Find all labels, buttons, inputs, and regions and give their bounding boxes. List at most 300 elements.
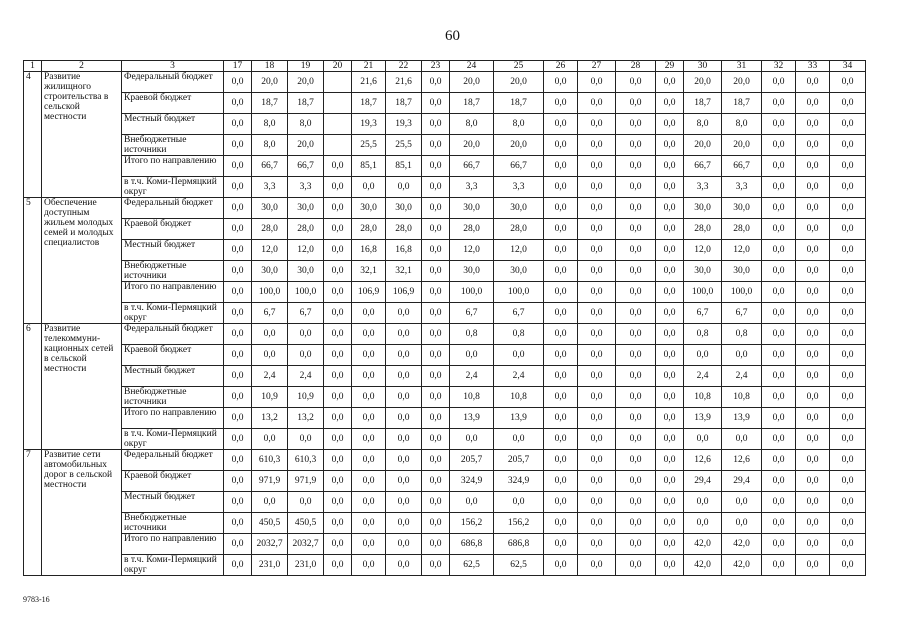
value-cell: 0,0 [494, 345, 544, 366]
value-cell: 32,1 [352, 261, 386, 282]
value-cell: 0,0 [324, 345, 352, 366]
value-cell: 0,0 [288, 324, 324, 345]
value-cell: 0,0 [762, 471, 796, 492]
value-cell: 28,0 [494, 219, 544, 240]
value-cell: 0,0 [352, 492, 386, 513]
value-cell: 100,0 [722, 282, 762, 303]
value-cell: 0,0 [656, 177, 684, 198]
value-cell: 0,0 [422, 471, 450, 492]
value-cell: 0,0 [796, 408, 830, 429]
value-cell: 0,0 [722, 429, 762, 450]
value-cell: 0,0 [796, 303, 830, 324]
value-cell: 0,0 [352, 555, 386, 576]
value-cell: 10,8 [494, 387, 544, 408]
value-cell: 0,0 [386, 387, 422, 408]
value-cell: 0,0 [324, 219, 352, 240]
value-cell [324, 135, 352, 156]
value-cell: 28,0 [288, 219, 324, 240]
value-cell: 18,7 [252, 93, 288, 114]
value-cell: 0,0 [684, 492, 722, 513]
value-cell: 3,3 [722, 177, 762, 198]
value-cell: 106,9 [352, 282, 386, 303]
value-cell: 0,0 [224, 492, 252, 513]
value-cell: 19,3 [352, 114, 386, 135]
value-cell: 0,0 [616, 450, 656, 471]
value-cell: 0,0 [796, 177, 830, 198]
value-cell: 610,3 [252, 450, 288, 471]
table-row [24, 345, 866, 366]
value-cell: 42,0 [684, 534, 722, 555]
value-cell: 0,0 [544, 135, 578, 156]
value-cell: 231,0 [252, 555, 288, 576]
value-cell: 0,0 [386, 534, 422, 555]
funding-source: в т.ч. Коми-Пермяцкий округ [122, 555, 224, 576]
value-cell: 0,0 [830, 555, 866, 576]
value-cell: 0,0 [656, 492, 684, 513]
value-cell: 0,0 [224, 198, 252, 219]
value-cell: 0,0 [830, 345, 866, 366]
value-cell: 66,7 [684, 156, 722, 177]
value-cell: 0,0 [684, 513, 722, 534]
value-cell: 0,0 [224, 135, 252, 156]
value-cell: 0,0 [352, 177, 386, 198]
funding-source: Итого по направлению [122, 534, 224, 555]
value-cell: 8,0 [684, 114, 722, 135]
value-cell: 18,7 [684, 93, 722, 114]
value-cell: 0,0 [224, 471, 252, 492]
value-cell: 0,0 [830, 429, 866, 450]
value-cell: 0,0 [762, 282, 796, 303]
value-cell: 0,0 [616, 261, 656, 282]
value-cell: 8,0 [450, 114, 494, 135]
value-cell: 0,0 [830, 93, 866, 114]
table-row [24, 156, 866, 177]
value-cell: 0,0 [578, 534, 616, 555]
value-cell: 0,0 [450, 429, 494, 450]
value-cell: 0,0 [544, 114, 578, 135]
value-cell: 0,0 [578, 324, 616, 345]
value-cell: 0,0 [762, 303, 796, 324]
value-cell: 66,7 [722, 156, 762, 177]
value-cell: 0,0 [830, 240, 866, 261]
value-cell: 0,0 [324, 450, 352, 471]
value-cell: 0,0 [224, 345, 252, 366]
funding-source: Краевой бюджет [122, 93, 224, 114]
value-cell: 100,0 [494, 282, 544, 303]
value-cell: 0,0 [544, 366, 578, 387]
value-cell: 0,0 [224, 429, 252, 450]
value-cell: 0,0 [578, 198, 616, 219]
column-header: 31 [722, 61, 762, 72]
value-cell: 0,8 [684, 324, 722, 345]
value-cell: 0,0 [578, 219, 616, 240]
value-cell: 0,0 [288, 345, 324, 366]
value-cell: 0,0 [578, 114, 616, 135]
value-cell: 0,0 [796, 450, 830, 471]
value-cell: 0,0 [578, 450, 616, 471]
value-cell: 0,0 [616, 555, 656, 576]
value-cell: 0,0 [656, 303, 684, 324]
table-row [24, 387, 866, 408]
footer-code: 9783-16 [23, 595, 50, 604]
value-cell: 30,0 [288, 261, 324, 282]
value-cell: 0,0 [616, 198, 656, 219]
value-cell: 0,0 [656, 261, 684, 282]
value-cell: 20,0 [684, 72, 722, 93]
value-cell: 8,0 [722, 114, 762, 135]
funding-source: Федеральный бюджет [122, 198, 224, 219]
value-cell: 0,0 [544, 513, 578, 534]
value-cell: 12,0 [684, 240, 722, 261]
value-cell: 0,0 [616, 282, 656, 303]
value-cell: 12,0 [722, 240, 762, 261]
value-cell: 0,0 [578, 135, 616, 156]
value-cell: 450,5 [252, 513, 288, 534]
funding-source: Внебюджетные источники [122, 135, 224, 156]
value-cell: 0,0 [422, 261, 450, 282]
value-cell: 0,0 [544, 177, 578, 198]
value-cell: 0,0 [422, 156, 450, 177]
value-cell: 20,0 [722, 72, 762, 93]
header-row [24, 61, 866, 72]
value-cell: 156,2 [494, 513, 544, 534]
value-cell: 0,0 [422, 366, 450, 387]
value-cell: 0,0 [796, 240, 830, 261]
table-row [24, 114, 866, 135]
value-cell: 0,0 [224, 366, 252, 387]
column-header: 34 [830, 61, 866, 72]
value-cell: 0,0 [762, 93, 796, 114]
value-cell: 20,0 [722, 135, 762, 156]
value-cell: 0,0 [796, 219, 830, 240]
value-cell: 18,7 [288, 93, 324, 114]
value-cell: 0,0 [324, 324, 352, 345]
value-cell: 6,7 [722, 303, 762, 324]
value-cell: 0,0 [762, 450, 796, 471]
value-cell: 610,3 [288, 450, 324, 471]
value-cell: 3,3 [252, 177, 288, 198]
value-cell: 0,0 [224, 324, 252, 345]
value-cell: 0,0 [656, 450, 684, 471]
value-cell: 0,0 [224, 156, 252, 177]
value-cell: 0,0 [422, 282, 450, 303]
value-cell: 0,0 [422, 534, 450, 555]
funding-source: в т.ч. Коми-Пермяцкий округ [122, 177, 224, 198]
funding-source: Местный бюджет [122, 114, 224, 135]
value-cell: 42,0 [684, 555, 722, 576]
value-cell: 0,0 [224, 240, 252, 261]
value-cell: 0,0 [494, 492, 544, 513]
value-cell: 0,0 [224, 408, 252, 429]
value-cell: 0,0 [324, 513, 352, 534]
direction-name: Развитие сети автомобильных дорог в сельской местности [42, 450, 122, 576]
value-cell: 0,0 [324, 366, 352, 387]
value-cell: 3,3 [450, 177, 494, 198]
value-cell: 30,0 [386, 198, 422, 219]
value-cell: 0,0 [578, 72, 616, 93]
value-cell: 0,0 [830, 219, 866, 240]
value-cell: 0,0 [450, 492, 494, 513]
value-cell: 0,0 [762, 114, 796, 135]
value-cell: 0,0 [656, 429, 684, 450]
value-cell: 0,0 [224, 282, 252, 303]
value-cell: 0,0 [762, 429, 796, 450]
funding-source: Краевой бюджет [122, 345, 224, 366]
value-cell: 0,0 [450, 345, 494, 366]
value-cell: 0,0 [422, 240, 450, 261]
value-cell: 0,0 [352, 387, 386, 408]
value-cell: 21,6 [352, 72, 386, 93]
value-cell: 0,0 [422, 72, 450, 93]
value-cell: 0,0 [544, 534, 578, 555]
value-cell: 0,0 [656, 387, 684, 408]
value-cell: 0,0 [830, 156, 866, 177]
value-cell: 28,0 [352, 219, 386, 240]
value-cell: 0,0 [796, 114, 830, 135]
value-cell: 20,0 [288, 135, 324, 156]
value-cell: 0,0 [616, 366, 656, 387]
value-cell: 100,0 [450, 282, 494, 303]
value-cell: 971,9 [252, 471, 288, 492]
column-header: 27 [578, 61, 616, 72]
funding-source: в т.ч. Коми-Пермяцкий округ [122, 303, 224, 324]
value-cell: 10,8 [450, 387, 494, 408]
value-cell: 0,0 [578, 93, 616, 114]
direction-name: Развитие телекоммуни-кационных сетей в сельской местности [42, 324, 122, 450]
value-cell: 2,4 [722, 366, 762, 387]
value-cell: 0,0 [386, 366, 422, 387]
value-cell: 30,0 [494, 261, 544, 282]
value-cell: 12,0 [450, 240, 494, 261]
value-cell: 0,0 [544, 198, 578, 219]
value-cell: 0,0 [324, 534, 352, 555]
column-header: 1 [24, 61, 42, 72]
value-cell: 0,0 [762, 555, 796, 576]
table-row [24, 555, 866, 576]
value-cell: 66,7 [288, 156, 324, 177]
column-header: 30 [684, 61, 722, 72]
value-cell: 0,0 [324, 261, 352, 282]
value-cell: 13,9 [684, 408, 722, 429]
column-header: 2 [42, 61, 122, 72]
value-cell: 450,5 [288, 513, 324, 534]
value-cell: 0,0 [616, 93, 656, 114]
value-cell: 12,6 [684, 450, 722, 471]
value-cell: 0,0 [616, 219, 656, 240]
value-cell [324, 72, 352, 93]
column-header: 33 [796, 61, 830, 72]
value-cell: 0,0 [224, 177, 252, 198]
value-cell: 0,0 [422, 219, 450, 240]
value-cell: 42,0 [722, 534, 762, 555]
value-cell: 0,0 [544, 303, 578, 324]
value-cell: 0,0 [796, 282, 830, 303]
value-cell: 0,0 [352, 408, 386, 429]
value-cell: 28,0 [386, 219, 422, 240]
value-cell: 0,0 [762, 492, 796, 513]
value-cell: 2,4 [494, 366, 544, 387]
value-cell: 0,0 [386, 513, 422, 534]
value-cell: 30,0 [722, 198, 762, 219]
value-cell: 20,0 [450, 135, 494, 156]
value-cell: 0,0 [578, 408, 616, 429]
value-cell: 10,8 [722, 387, 762, 408]
value-cell: 0,0 [422, 429, 450, 450]
value-cell: 8,0 [494, 114, 544, 135]
value-cell: 0,0 [578, 513, 616, 534]
value-cell: 0,0 [224, 219, 252, 240]
value-cell: 0,0 [656, 345, 684, 366]
value-cell: 324,9 [494, 471, 544, 492]
value-cell: 10,9 [252, 387, 288, 408]
value-cell: 0,0 [616, 513, 656, 534]
value-cell: 21,6 [386, 72, 422, 93]
value-cell: 0,0 [386, 450, 422, 471]
value-cell: 66,7 [494, 156, 544, 177]
value-cell: 13,9 [722, 408, 762, 429]
value-cell: 3,3 [288, 177, 324, 198]
value-cell: 0,0 [422, 555, 450, 576]
value-cell: 0,0 [616, 156, 656, 177]
value-cell: 0,0 [830, 492, 866, 513]
column-header: 32 [762, 61, 796, 72]
value-cell: 0,0 [796, 366, 830, 387]
value-cell: 30,0 [684, 261, 722, 282]
value-cell: 0,0 [656, 240, 684, 261]
value-cell: 0,0 [656, 408, 684, 429]
column-header: 3 [122, 61, 224, 72]
value-cell: 0,0 [224, 114, 252, 135]
value-cell: 0,0 [656, 534, 684, 555]
value-cell: 0,0 [762, 72, 796, 93]
value-cell: 156,2 [450, 513, 494, 534]
funding-source: Внебюджетные источники [122, 513, 224, 534]
table-row [24, 219, 866, 240]
value-cell: 0,0 [656, 555, 684, 576]
table-row [24, 324, 866, 345]
value-cell: 0,0 [762, 513, 796, 534]
value-cell: 2,4 [684, 366, 722, 387]
value-cell: 0,0 [386, 177, 422, 198]
value-cell: 25,5 [352, 135, 386, 156]
value-cell: 0,0 [578, 177, 616, 198]
value-cell: 0,0 [656, 471, 684, 492]
funding-source: Итого по направлению [122, 282, 224, 303]
value-cell: 0,0 [386, 492, 422, 513]
value-cell: 0,0 [544, 156, 578, 177]
value-cell: 0,0 [830, 513, 866, 534]
value-cell: 0,0 [796, 93, 830, 114]
funding-source: Внебюджетные источники [122, 261, 224, 282]
value-cell: 0,0 [288, 492, 324, 513]
value-cell: 0,0 [324, 282, 352, 303]
page-number: 60 [445, 28, 460, 44]
value-cell: 0,0 [386, 429, 422, 450]
value-cell: 0,0 [352, 450, 386, 471]
value-cell: 0,0 [762, 345, 796, 366]
value-cell: 20,0 [494, 72, 544, 93]
value-cell: 2032,7 [252, 534, 288, 555]
value-cell: 0,0 [352, 471, 386, 492]
value-cell: 13,2 [252, 408, 288, 429]
value-cell: 100,0 [684, 282, 722, 303]
value-cell: 324,9 [450, 471, 494, 492]
value-cell: 0,0 [830, 198, 866, 219]
value-cell: 0,0 [762, 408, 796, 429]
value-cell: 0,0 [616, 240, 656, 261]
value-cell: 0,0 [422, 492, 450, 513]
value-cell: 10,9 [288, 387, 324, 408]
value-cell: 0,0 [352, 513, 386, 534]
value-cell: 0,0 [762, 261, 796, 282]
value-cell: 0,0 [324, 429, 352, 450]
value-cell: 0,0 [656, 219, 684, 240]
value-cell [324, 114, 352, 135]
value-cell: 6,7 [494, 303, 544, 324]
value-cell: 0,0 [324, 156, 352, 177]
value-cell: 0,0 [324, 492, 352, 513]
value-cell: 0,0 [830, 534, 866, 555]
value-cell: 2,4 [252, 366, 288, 387]
value-cell: 0,0 [324, 408, 352, 429]
value-cell: 0,0 [386, 471, 422, 492]
value-cell: 0,0 [796, 72, 830, 93]
value-cell: 8,0 [252, 135, 288, 156]
value-cell: 28,0 [252, 219, 288, 240]
table-row [24, 513, 866, 534]
column-header: 23 [422, 61, 450, 72]
value-cell: 20,0 [450, 72, 494, 93]
value-cell: 0,0 [422, 450, 450, 471]
value-cell: 0,0 [252, 492, 288, 513]
value-cell: 0,0 [762, 198, 796, 219]
value-cell: 6,7 [450, 303, 494, 324]
table-row [24, 303, 866, 324]
value-cell: 0,0 [762, 366, 796, 387]
value-cell: 0,0 [796, 261, 830, 282]
value-cell: 0,0 [796, 345, 830, 366]
value-cell: 0,0 [422, 177, 450, 198]
value-cell: 0,0 [386, 555, 422, 576]
value-cell: 0,0 [224, 513, 252, 534]
value-cell: 0,0 [578, 303, 616, 324]
value-cell: 0,0 [386, 408, 422, 429]
value-cell: 0,0 [830, 177, 866, 198]
value-cell: 100,0 [252, 282, 288, 303]
value-cell: 0,0 [422, 513, 450, 534]
value-cell: 0,0 [324, 303, 352, 324]
value-cell: 0,0 [796, 534, 830, 555]
value-cell: 0,0 [352, 345, 386, 366]
value-cell: 3,3 [684, 177, 722, 198]
value-cell: 100,0 [288, 282, 324, 303]
value-cell: 0,0 [684, 345, 722, 366]
row-number: 7 [24, 450, 42, 576]
column-header: 22 [386, 61, 422, 72]
column-header: 21 [352, 61, 386, 72]
table-row [24, 408, 866, 429]
value-cell: 2032,7 [288, 534, 324, 555]
value-cell: 66,7 [450, 156, 494, 177]
value-cell: 0,0 [796, 429, 830, 450]
value-cell: 0,0 [224, 72, 252, 93]
value-cell: 2,4 [288, 366, 324, 387]
value-cell: 0,0 [578, 429, 616, 450]
table-row [24, 471, 866, 492]
value-cell: 0,0 [830, 282, 866, 303]
value-cell [324, 93, 352, 114]
value-cell: 0,0 [422, 114, 450, 135]
